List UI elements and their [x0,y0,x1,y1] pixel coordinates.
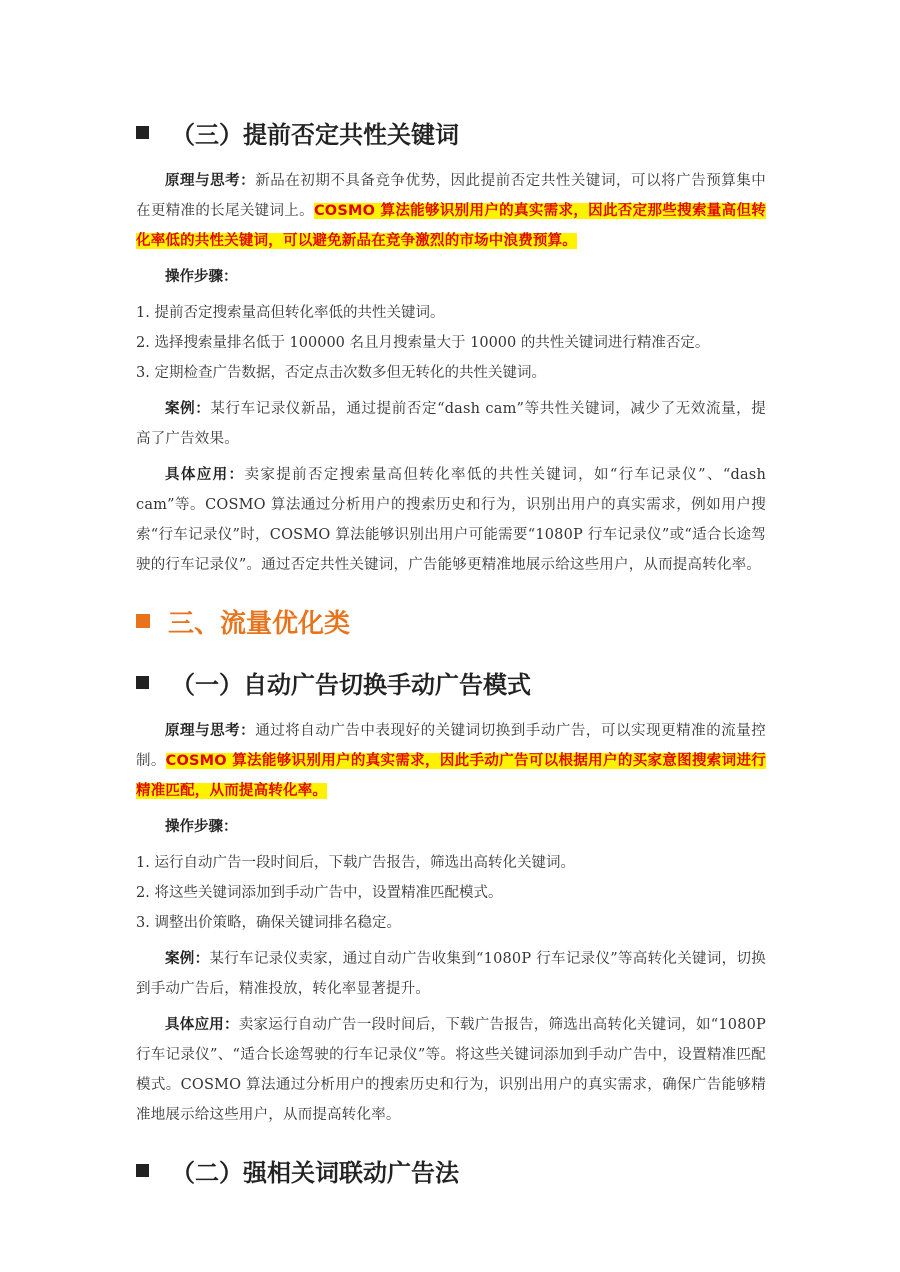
section-title: （二）强相关词联动广告法 [171,1158,459,1187]
application-text: 卖家运行自动广告一段时间后，下载广告报告，筛选出高转化关键词，如“1080P 行车记录仪”、“适合长途驾驶的行车记录仪”等。将这些关键词添加到手动广告中，设置精准匹配模式。COSMO 算法通过分析用户的搜索历史和行为，识别出用户的真实需求，确保广告能够精准地展示给这些用户，从而提高转化率。 [136,1017,766,1123]
application-label: 具体应用： [165,1017,239,1033]
application-label: 具体应用： [165,467,245,483]
application-paragraph [136,460,766,580]
principle-label: 原理与思考： [165,723,256,739]
case-text: 某行车记录仪新品，通过提前否定“dash cam”等共性关键词，减少了无效流量，提高了广告效果。 [136,401,766,447]
step-item: 2. 将这些关键词添加到手动广告中，设置精准匹配模式。 [136,885,503,901]
section-title: （三）提前否定共性关键词 [171,120,459,149]
principle-label: 原理与思考： [165,173,256,189]
section-heading-negate-common-keywords [136,112,766,152]
step-item: 3. 定期检查广告数据，否定点击次数多但无转化的共性关键词。 [136,365,546,381]
highlighted-text: COSMO 算法能够识别用户的真实需求，因此手动广告可以根据用户的买家意图搜索词进行精准匹配，从而提高转化率。 [136,753,766,799]
step-item: 1. 运行自动广告一段时间后，下载广告报告，筛选出高转化关键词。 [136,855,575,871]
application-text: 卖家提前否定搜索量高但转化率低的共性关键词，如“行车记录仪”、“dash cam”等。COSMO 算法通过分析用户的搜索历史和行为，识别出用户的真实需求，例如用户搜索“行车记录仪”时，COSMO 算法能够识别出用户可能需要“1080P 行车记录仪”或“适合长途驾驶的行车记录仪”。通过否定共性关键词，广告能够更精准地展示给这些用户，从而提高转化率。 [136,467,766,573]
principle-paragraph [136,716,766,806]
case-paragraph [136,944,766,1004]
section-heading-auto-to-manual [136,662,766,702]
step-item: 2. 选择搜索量排名低于 100000 名且月搜索量大于 10000 的共性关键词进行精准否定。 [136,335,710,351]
section-title: （一）自动广告切换手动广告模式 [171,670,531,699]
bullet-square-icon [136,614,150,628]
principle-text: 新品在初期不具备竞争优势，因此提前否定共性关键词，可以将广告预算集中在更精准的长尾关键词上。 [136,173,766,219]
application-paragraph [136,1010,766,1130]
chapter-heading-traffic-optimization [136,600,766,642]
document-content [136,112,766,1190]
case-label: 案例： [165,401,211,417]
principle-paragraph [136,166,766,256]
step-item: 1. 提前否定搜索量高但转化率低的共性关键词。 [136,305,445,321]
bullet-square-icon [136,126,149,139]
bullet-square-icon [136,676,149,689]
bullet-square-icon [136,1164,149,1177]
case-text: 某行车记录仪卖家，通过自动广告收集到“1080P 行车记录仪”等高转化关键词，切换到手动广告后，精准投放，转化率显著提升。 [136,951,766,997]
steps-label: 操作步骤： [165,819,238,835]
steps-label: 操作步骤： [165,269,238,285]
chapter-title: 三、流量优化类 [168,608,351,639]
case-label: 案例： [165,951,210,967]
section-heading-related-keyword-ads [136,1150,766,1190]
case-paragraph [136,394,766,454]
principle-text: 通过将自动广告中表现好的关键词切换到手动广告，可以实现更精准的流量控制。 [136,723,766,769]
step-item: 3. 调整出价策略，确保关键词排名稳定。 [136,915,401,931]
highlighted-text: COSMO 算法能够识别用户的真实需求，因此否定那些搜索量高但转化率低的共性关键词，可以避免新品在竞争激烈的市场中浪费预算。 [136,203,766,249]
